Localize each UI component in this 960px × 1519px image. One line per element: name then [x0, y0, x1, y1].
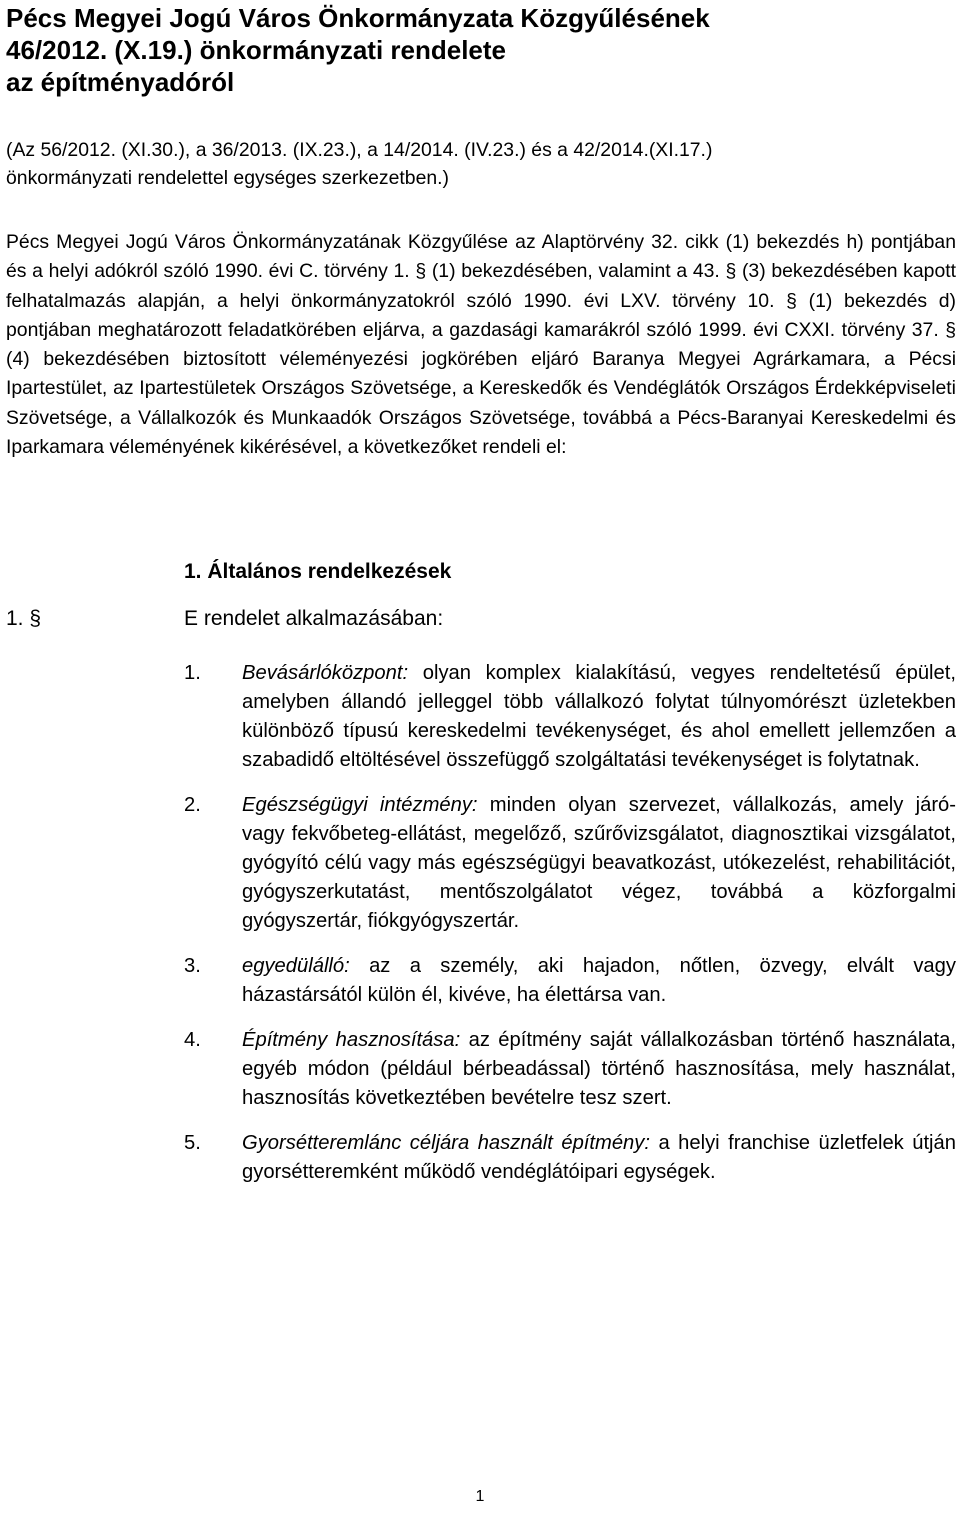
definition-text: olyan komplex kialakítású, vegyes rendeltetésű épület, amelyben állandó jelleggel több vállalkozó folytat túlnyomórészt üzletekben különböző típusú kereskedelmi tevékenységet, és ahol emellett jellemzően a szabadidő eltöltésével összefüggő szolgáltatási tevékenységet is folytatnak.	[242, 662, 956, 772]
definition-body	[242, 952, 956, 1010]
paragraph-number: 1. §	[6, 607, 42, 631]
section-heading: 1. Általános rendelkezések	[184, 560, 452, 584]
definition-item	[6, 791, 956, 936]
title-line: az építményadóról	[6, 67, 235, 97]
definition-number: 3.	[184, 955, 201, 978]
definition-number: 2.	[184, 794, 201, 817]
definition-text: az a személy, aki hajadon, nőtlen, özvegy, elvált vagy házastársától külön él, kivéve, ha élettársa van.	[242, 955, 956, 1007]
definition-text: a helyi franchise üzletfelek útján gyorsétteremként működő vendéglátóipari egységek.	[242, 1132, 957, 1184]
definition-body	[242, 659, 956, 775]
definition-text: az építmény saját vállalkozásban történő használata, egyéb módon (például bérbeadással) történő hasznosítása, mely használat, hasznosítás következtében bevételre tesz szert.	[242, 1029, 956, 1110]
amendment-line: önkormányzati rendelettel egységes szerkezetben.)	[6, 167, 449, 189]
definition-item	[6, 1026, 956, 1113]
definition-number: 5.	[184, 1132, 201, 1155]
amendment-line: (Az 56/2012. (XI.30.), a 36/2013. (IX.23.), a 14/2014. (IV.23.) és a 42/2014.(XI.17.)	[6, 139, 713, 161]
paragraph-text: E rendelet alkalmazásában:	[184, 607, 444, 631]
definition-text: minden olyan szervezet, vállalkozás, amely járó- vagy fekvőbeteg-ellátást, megelőző, szűrővizsgálatot, diagnosztikai vizsgálatot, gyógyító célú vagy más egészségügyi beavatkozást, utókezelést, rehabilitációt, gyógyszerkutatást, mentőszolgálatot végez, továbbá a közforgalmi gyógyszertár, fiókgyógyszertár.	[242, 794, 956, 933]
definition-term: Egészségügyi intézmény:	[242, 794, 478, 817]
preamble-paragraph: Pécs Megyei Jogú Város Önkormányzatának Közgyűlése az Alaptörvény 32. cikk (1) bekezdés h) pontjában és a helyi adókról szóló 1990. évi C. törvény 1. § (1) bekezdésében, valamint a 43. § (3) bekezdésében kapott felhatalmazás alapján, a helyi önkormányzatokról szóló 1990. évi LXV. törvény 10. § (1) bekezdés d) pontjában meghatározott feladatkörében eljárva, a gazdasági kamarákról szóló 1999. évi CXXI. törvény 37. § (4) bekezdésében biztosított véleményezési jogkörében eljáró Baranya Megyei Agrárkamara, a Pécsi Ipartestület, az Ipartestületek Országos Szövetsége, a Kereskedők és Vendéglátók Országos Érdekképviseleti Szövetsége, a Vállalkozók és Munkaadók Országos Szövetsége, továbbá a Pécs-Baranyai Kereskedelmi és Iparkamara véleményének kikérésével, a következőket rendeli el:	[6, 231, 956, 459]
document-page	[6, 0, 956, 1203]
definition-term: Bevásárlóközpont:	[242, 662, 409, 685]
definition-body	[242, 1026, 956, 1113]
amendment-note	[6, 136, 956, 192]
definition-item	[6, 952, 956, 1010]
definition-body	[242, 791, 956, 936]
definition-number: 1.	[184, 662, 201, 685]
definition-term: Építmény hasznosítása:	[242, 1029, 461, 1052]
definition-item	[6, 1129, 956, 1187]
definition-number: 4.	[184, 1029, 201, 1052]
page-number: 1	[475, 1488, 485, 1505]
definition-body	[242, 1129, 956, 1187]
document-title	[6, 0, 956, 98]
definition-term: Gyorsétteremlánc céljára használt építmény:	[242, 1132, 650, 1155]
definition-item	[6, 659, 956, 775]
definitions-list	[6, 659, 956, 1187]
title-line: 46/2012. (X.19.) önkormányzati rendelete	[6, 35, 506, 65]
definition-term: egyedülálló:	[242, 955, 350, 978]
title-line: Pécs Megyei Jogú Város Önkormányzata Közgyűlésének	[6, 3, 710, 33]
paragraph-1	[6, 605, 956, 633]
